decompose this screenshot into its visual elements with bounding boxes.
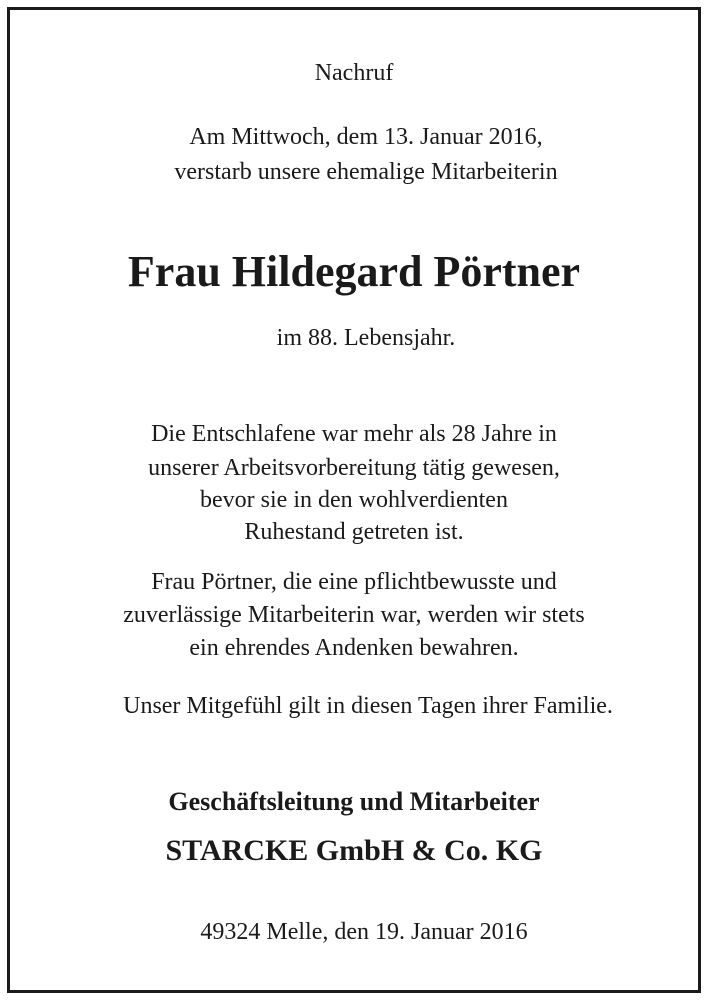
age-line: im 88. Lebensjahr. xyxy=(276,325,456,351)
company-name: STARCKE GmbH & Co. KG xyxy=(165,834,543,867)
signature-line: Geschäftsleitung und Mitarbeiter xyxy=(168,787,540,816)
paragraph1-line4: Ruhestand getreten ist. xyxy=(244,519,464,545)
paragraph2-line1: Frau Pörtner, die eine pflichtbewusste und xyxy=(151,569,557,595)
paragraph2-line2: zuverlässige Mitarbeiterin war, werden wir stets xyxy=(123,602,585,628)
place-date-line: 49324 Melle, den 19. Januar 2016 xyxy=(200,919,528,945)
date-line: Am Mittwoch, dem 13. Januar 2016, xyxy=(189,124,543,150)
paragraph1-line3: bevor sie in den wohlverdienten xyxy=(200,487,508,513)
intro-line: verstarb unsere ehemalige Mitarbeiterin xyxy=(174,159,558,185)
notice-title: Nachruf xyxy=(314,60,394,86)
paragraph2-line3: ein ehrendes Andenken bewahren. xyxy=(189,635,519,661)
paragraph1-line1: Die Entschlafene war mehr als 28 Jahre in xyxy=(151,421,557,447)
deceased-name: Frau Hildegard Pörtner xyxy=(127,247,581,296)
paragraph1-line2: unserer Arbeitsvorbereitung tätig gewesen, xyxy=(148,455,560,481)
paragraph3: Unser Mitgefühl gilt in diesen Tagen ihrer Familie. xyxy=(123,693,613,719)
